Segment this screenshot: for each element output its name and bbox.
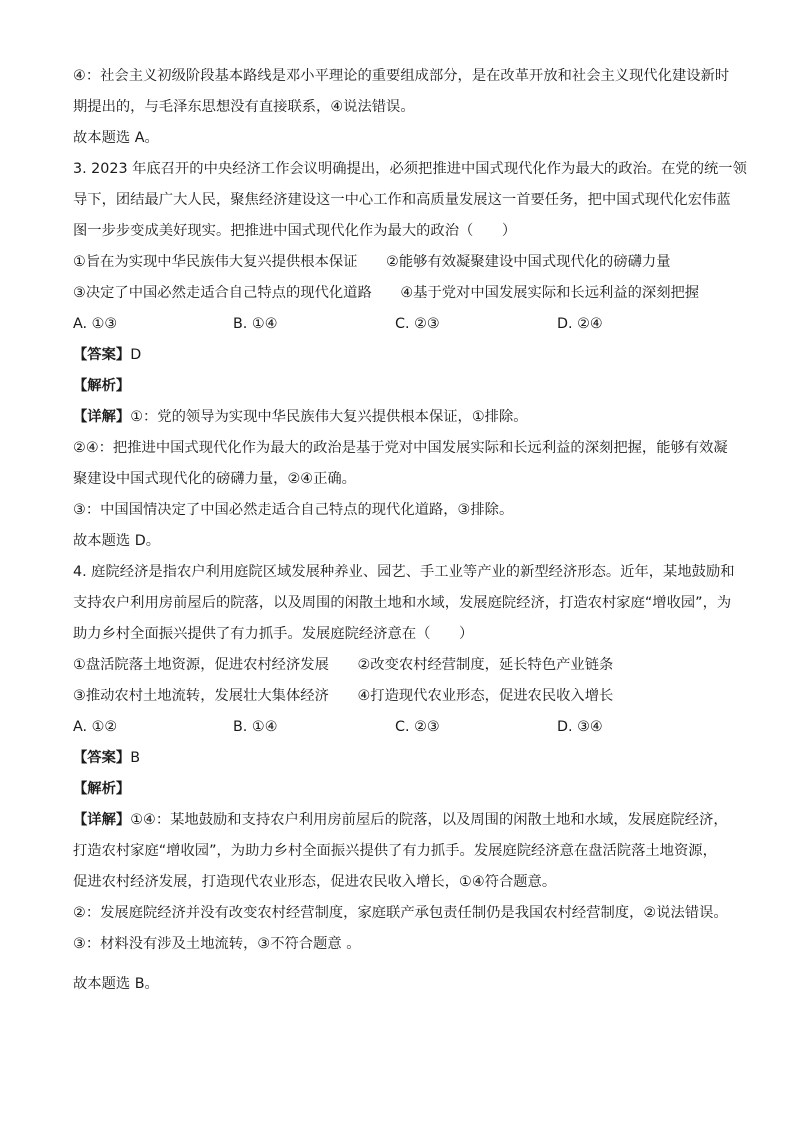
q4-option-c: C. ②③ bbox=[395, 719, 440, 735]
q4-answer bbox=[73, 748, 733, 768]
question-3-stem: 3. 2023 年底召开的中央经济工作会议明确提出，必须把推进中国式现代化作为最大的政治。在党的统一领 bbox=[73, 161, 747, 177]
question-3-stem: 图一步步变成美好现实。把推进中国式现代化作为最大的政治（ ） bbox=[73, 223, 517, 239]
q3-option-a: A. ①③ bbox=[73, 316, 118, 332]
detail-text: ①：党的领导为实现中华民族伟大复兴提供根本保证，①排除。 bbox=[130, 409, 528, 425]
question-4-stem: 4. 庭院经济是指农户利用庭院区域发展种养业、园艺、手工业等产业的新型经济形态。近年，某地鼓励和 bbox=[73, 564, 735, 580]
question-4-statements: ①盘活院落土地资源，促进农村经济发展 ②改变农村经营制度，延长特色产业链条 bbox=[73, 657, 614, 673]
answer-value: B bbox=[130, 750, 140, 766]
text-line: 故本题选 B。 bbox=[73, 976, 159, 992]
q4-option-a: A. ①② bbox=[73, 719, 118, 735]
question-4-stem: 助力乡村全面振兴提供了有力抓手。发展庭院经济意在（ ） bbox=[73, 626, 474, 642]
text-line: 故本题选 A。 bbox=[73, 130, 159, 146]
text-line: ③：中国国情决定了中国必然走适合自己特点的现代化道路，③排除。 bbox=[73, 502, 514, 518]
text-line: 促进农村经济发展，打造现代农业形态，促进农民收入增长，①④符合题意。 bbox=[73, 874, 557, 890]
q3-option-d: D. ②④ bbox=[557, 316, 603, 332]
text-line: ③：材料没有涉及土地流转，③不符合题意 。 bbox=[73, 936, 361, 952]
question-3-stem: 导下，团结最广大人民，聚焦经济建设这一中心工作和高质量发展这一首要任务，把中国式现代化宏伟蓝 bbox=[73, 192, 731, 208]
answer-label: 【答案】 bbox=[73, 347, 131, 363]
question-4-statements: ③推动农村土地流转，发展壮大集体经济 ④打造现代农业形态，促进农民收入增长 bbox=[73, 688, 614, 704]
question-3-statements: ①旨在为实现中华民族伟大复兴提供根本保证 ②能够有效凝聚建设中国式现代化的磅礴力量 bbox=[73, 254, 671, 270]
q4-option-d: D. ③④ bbox=[557, 719, 603, 735]
q3-option-c: C. ②③ bbox=[395, 316, 440, 332]
detail-label: 【详解】 bbox=[73, 812, 131, 828]
question-3-statements: ③决定了中国必然走适合自己特点的现代化道路 ④基于党对中国发展实际和长远利益的深刻把握 bbox=[73, 285, 700, 301]
detail-text: ①④：某地鼓励和支持农户利用房前屋后的院落，以及周围的闲散土地和水域，发展庭院经济， bbox=[130, 812, 728, 828]
q3-detail bbox=[73, 407, 733, 427]
text-line: ④：社会主义初级阶段基本路线是邓小平理论的重要组成部分，是在改革开放和社会主义现代化建设新时 bbox=[73, 68, 730, 84]
q4-detail bbox=[73, 810, 733, 830]
q3-option-b: B. ①④ bbox=[233, 316, 278, 332]
q4-analysis-label: 【解析】 bbox=[73, 781, 131, 797]
text-line: 期提出的，与毛泽东思想没有直接联系，④说法错误。 bbox=[73, 99, 415, 115]
text-line: 打造农村家庭“增收园”，为助力乡村全面振兴提供了有力抓手。发展庭院经济意在盘活院落土地资源， bbox=[73, 843, 717, 859]
text-line: 故本题选 D。 bbox=[73, 533, 161, 549]
q4-option-b: B. ①④ bbox=[233, 719, 278, 735]
text-line: 聚建设中国式现代化的磅礴力量，②④正确。 bbox=[73, 471, 356, 487]
answer-value: D bbox=[130, 347, 142, 363]
detail-label: 【详解】 bbox=[73, 409, 131, 425]
answer-label: 【答案】 bbox=[73, 750, 131, 766]
q3-analysis-label: 【解析】 bbox=[73, 378, 131, 394]
question-4-stem: 支持农户利用房前屋后的院落，以及周围的闲散土地和水域，发展庭院经济，打造农村家庭“增收园”，为 bbox=[73, 595, 732, 611]
text-line: ②：发展庭院经济并没有改变农村经营制度，家庭联产承包责任制仍是我国农村经营制度，②说法错误。 bbox=[73, 905, 728, 921]
q3-answer bbox=[73, 345, 733, 365]
text-line: ②④：把推进中国式现代化作为最大的政治是基于党对中国发展实际和长远利益的深刻把握，能够有效凝 bbox=[73, 440, 728, 456]
